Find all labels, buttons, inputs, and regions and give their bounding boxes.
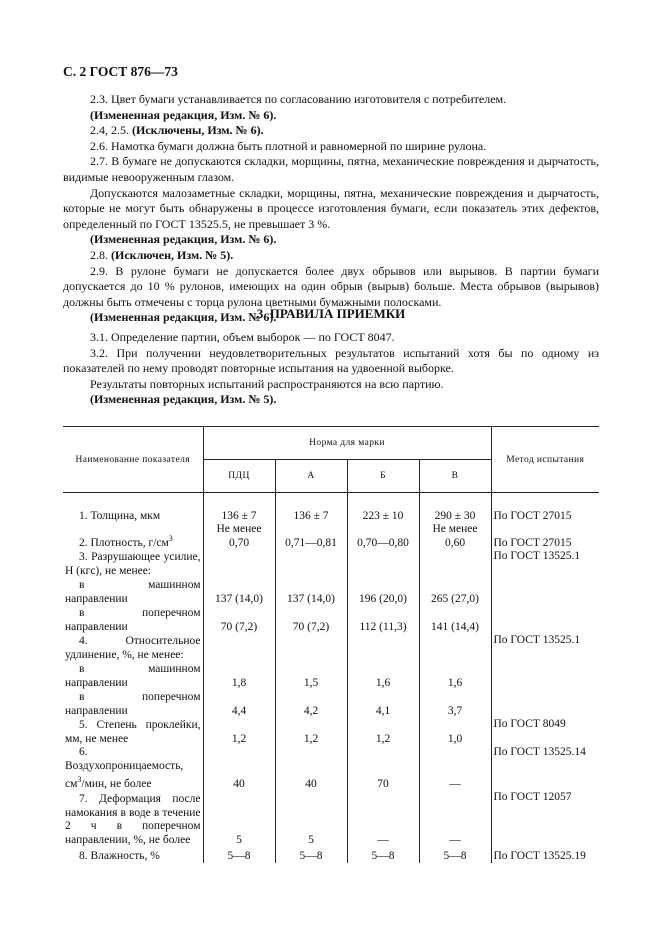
grade-value (347, 634, 419, 662)
section-2-paragraph: 2.7. В бумаге не допускаются складки, морщины, пятна, механические повреждения и дырчатость, видимые невооруженным глазом. (63, 154, 599, 184)
grade-value: 136 ± 7 (275, 507, 347, 523)
grade-value: 1,2 (347, 718, 419, 746)
grade-value: 112 (11,3) (347, 606, 419, 634)
indicator-name: в поперечном направлении (63, 606, 203, 634)
grade-value: 1,6 (419, 662, 491, 690)
col-header-method: Метод испытания (491, 427, 599, 493)
grade-value: 290 ± 30 (419, 507, 491, 523)
table-row (63, 746, 599, 791)
grade-value: 70 (347, 746, 419, 791)
grade-value: 3,7 (419, 690, 491, 718)
col-header-grade-a: А (275, 460, 347, 493)
grade-value: 265 (27,0) (419, 578, 491, 606)
table-row (63, 523, 599, 550)
grade-value: 5—8 (203, 847, 275, 863)
col-header-group: Норма для марки (203, 427, 491, 460)
amendment-note: (Измененная редакция, Изм. № 6). (90, 310, 277, 325)
test-method: По ГОСТ 12057 (493, 791, 572, 804)
col-header-grade-pdc: ПДЦ (203, 460, 275, 493)
section-3-paragraph: 3.2. При получении неудовлетворительных результатов испытаний хотя бы по одному из показателей по нему проводят повторные испытания на удвоенной выборке. (63, 345, 599, 376)
clause-number: 2.8. (90, 247, 111, 262)
amendment-note: (Измененная редакция, Изм. № 6). (90, 232, 277, 247)
grade-value: 1,0 (419, 718, 491, 746)
grade-value: 5—8 (347, 847, 419, 863)
grade-value (203, 550, 275, 578)
indicator-name: 2. Плотность, $г/см^3$ (63, 523, 203, 550)
indicator-name: в поперечном направлении (63, 690, 203, 718)
grade-value: 1,5 (275, 662, 347, 690)
grade-value (203, 634, 275, 662)
table-row (63, 847, 599, 863)
clause-number: 2.4, 2.5. (90, 123, 132, 138)
grade-value: 1,8 (203, 662, 275, 690)
table-row (63, 578, 599, 606)
indicator-name: 3. Разрушающее усилие, Н (кгс), не менее: (63, 550, 203, 578)
col-header-grade-v: В (419, 460, 491, 493)
grade-value: 141 (14,4) (419, 606, 491, 634)
test-method: По ГОСТ 27015 (493, 509, 572, 522)
col-header-grade-b: Б (347, 460, 419, 493)
grade-value: 5—8 (275, 847, 347, 863)
grade-value (275, 550, 347, 578)
test-method (491, 578, 599, 606)
page-header: С. 2 ГОСТ 876—73 (63, 64, 178, 79)
amendment-note: (Измененная редакция, Изм. № 6). (90, 107, 277, 122)
test-method: По ГОСТ 13525.1 (493, 550, 581, 562)
grade-value: 0,71—0,81 (275, 523, 347, 550)
table-body (63, 493, 599, 864)
test-method (491, 606, 599, 634)
table-row (63, 507, 599, 523)
grade-value: 4,1 (347, 690, 419, 718)
indicator-name: 4. Относительное удлинение, %, не менее: (63, 634, 203, 662)
grade-value: 137 (14,0) (203, 578, 275, 606)
section-3-title-block (63, 306, 599, 322)
grade-value: 5 (203, 791, 275, 847)
grade-value: — (419, 791, 491, 847)
grade-value: 40 (203, 746, 275, 791)
grade-value: 5—8 (419, 847, 491, 863)
grade-value: 70 (7,2) (275, 606, 347, 634)
grade-value: 1,6 (347, 662, 419, 690)
test-method: По ГОСТ 27015 (493, 536, 572, 549)
grade-value: 40 (275, 746, 347, 791)
test-method (491, 690, 599, 718)
table-row (63, 791, 599, 847)
table-row (63, 662, 599, 690)
section-2-paragraph (63, 248, 599, 264)
grade-value: 5 (275, 791, 347, 847)
section-2-paragraph (63, 123, 599, 139)
table-row (63, 550, 599, 578)
section-3-paragraph: Результаты повторных испытаний распространяются на всю партию. (90, 376, 444, 391)
grade-value (275, 634, 347, 662)
section-2-paragraph: 2.9. В рулоне бумаги не допускается более двух обрывов или вырывов. В партии бумаги допускается до 10 % рулонов, имеющих на один обрыв (вырыв) больше. Места обрывов (вырывов) должны быть отмечены с торца рулона цветными бумажными полосками. (63, 263, 599, 309)
test-method (491, 662, 599, 690)
indicator-name: 5. Степень проклейки, мм, не менее (63, 718, 203, 746)
specification-table (63, 426, 599, 863)
indicator-name: 8. Влажность, % (63, 847, 203, 863)
grade-value: Не менее 0,70 (203, 523, 275, 550)
grade-value: 70 (7,2) (203, 606, 275, 634)
col-header-name: Наименование показателя (63, 427, 203, 493)
grade-value: 223 ± 10 (347, 507, 419, 523)
section-3-paragraph: 3.1. Определение партии, объем выборок — по ГОСТ 8047. (90, 330, 395, 344)
grade-value (419, 634, 491, 662)
grade-value: — (347, 791, 419, 847)
grade-value: 136 ± 7 (203, 507, 275, 523)
table-row (63, 634, 599, 662)
indicator-name: 1. Толщина, мкм (63, 507, 203, 523)
grade-value: Не менее 0,60 (419, 523, 491, 550)
test-method: По ГОСТ 13525.1 (493, 634, 581, 646)
grade-value: 0,70—0,80 (347, 523, 419, 550)
table-row (63, 690, 599, 718)
test-method: По ГОСТ 13525.19 (493, 849, 586, 862)
grade-value (347, 550, 419, 578)
section-3-text (63, 330, 599, 408)
grade-value: 196 (20,0) (347, 578, 419, 606)
indicator-name: в машинном направлении (63, 662, 203, 690)
indicator-name: 6. Воздухопроницаемость, $см^3$/мин, не более (63, 746, 203, 791)
section-2-text (63, 92, 599, 326)
table-row (63, 718, 599, 746)
grade-value: 1,2 (203, 718, 275, 746)
grade-value: 1,2 (275, 718, 347, 746)
grade-value: 137 (14,0) (275, 578, 347, 606)
amendment-note: (Измененная редакция, Изм. № 5). (90, 392, 277, 407)
section-2-paragraph: Допускаются малозаметные складки, морщины, пятна, механические повреждения и дырчатость, которые не могут быть обнаружены в процессе изготовления бумаги, если показатель этих дефектов, определенный по ГОСТ 13525.5, не превышает 3 %. (63, 185, 599, 231)
grade-value: 4,2 (275, 690, 347, 718)
amendment-note: (Исключены, Изм. № 6). (132, 123, 264, 138)
section-2-paragraph: 2.6. Намотка бумаги должна быть плотной и равномерной по ширине рулона. (90, 138, 487, 153)
test-method: По ГОСТ 13525.14 (493, 746, 586, 758)
test-method: По ГОСТ 8049 (493, 718, 566, 730)
section-2-paragraph: 2.3. Цвет бумаги устанавливается по согласованию изготовителя с потребителем. (90, 92, 507, 106)
indicator-name: 7. Деформация после намокания в воде в течение 2 ч в поперечном направлении, %, не более (63, 791, 203, 847)
indicator-name: в машинном направлении (63, 578, 203, 606)
amendment-note: (Исключен, Изм. № 5). (111, 247, 234, 262)
section-title: 3. ПРАВИЛА ПРИЕМКИ (256, 306, 406, 321)
grade-value: 4,4 (203, 690, 275, 718)
grade-value (419, 550, 491, 578)
grade-value: — (419, 746, 491, 791)
table-row (63, 606, 599, 634)
